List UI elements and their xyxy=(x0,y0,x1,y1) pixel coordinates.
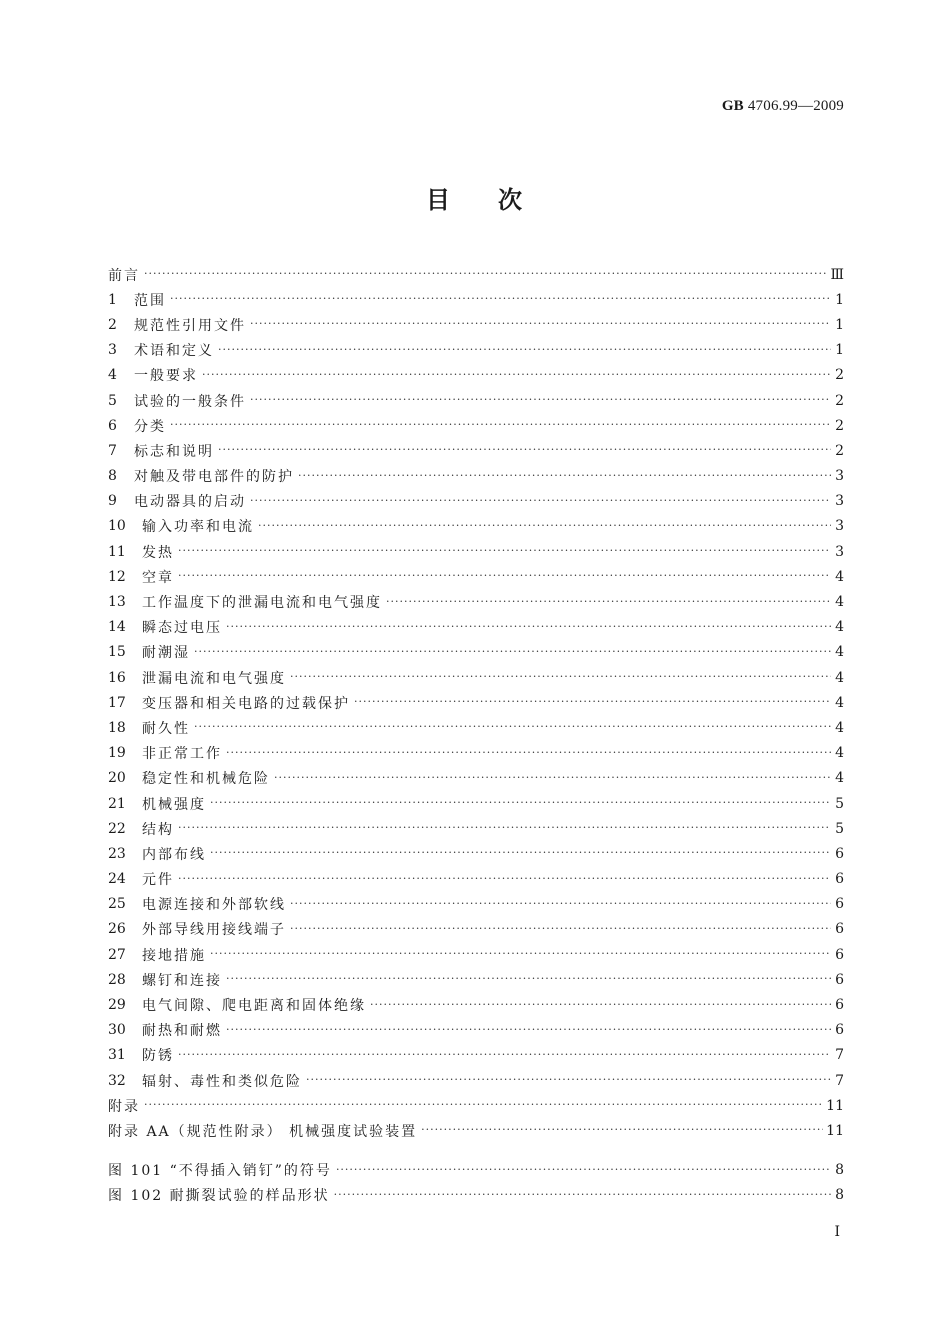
toc-entry-number: 7 xyxy=(108,442,117,459)
dot-leader xyxy=(306,1073,831,1086)
toc-entry-number: 16 xyxy=(108,669,126,686)
toc-entry-number: 26 xyxy=(108,921,126,938)
toc-entry[interactable] xyxy=(108,1043,844,1068)
toc-entry-number: 11 xyxy=(108,543,126,560)
figure-entry-page: 8 xyxy=(835,1187,844,1204)
dot-leader xyxy=(178,821,831,834)
dot-leader xyxy=(226,746,831,759)
toc-entry-title: 前言 xyxy=(108,267,140,284)
toc-entry-title: 防锈 xyxy=(142,1048,174,1065)
toc-entry[interactable] xyxy=(108,413,844,438)
toc-entry[interactable] xyxy=(108,262,844,287)
toc-entry[interactable] xyxy=(108,539,844,564)
toc-entry-number: 29 xyxy=(108,997,126,1014)
toc-entry-title: 机械强度 xyxy=(142,796,206,813)
toc-entry[interactable] xyxy=(108,917,844,942)
toc-entry-title: 结构 xyxy=(142,821,174,838)
toc-entry-number: 23 xyxy=(108,845,126,862)
toc-entry[interactable] xyxy=(108,489,844,514)
toc-entry-title: 分类 xyxy=(134,418,166,435)
toc-entry-title: 规范性引用文件 xyxy=(134,317,246,334)
toc-entry[interactable] xyxy=(108,741,844,766)
figure-entry-title: 图 102 耐撕裂试验的样品形状 xyxy=(108,1188,330,1205)
toc-entry-page: 4 xyxy=(835,644,844,661)
title-char-2: 次 xyxy=(498,186,524,214)
toc-entry-number: 9 xyxy=(108,493,117,510)
dot-leader xyxy=(194,645,831,658)
toc-entry[interactable] xyxy=(108,715,844,740)
toc-entry-number: 19 xyxy=(108,745,126,762)
toc-entry-page: 3 xyxy=(835,468,844,485)
toc-entry[interactable] xyxy=(108,841,844,866)
toc-entry-number: 1 xyxy=(108,291,117,308)
toc-entry[interactable] xyxy=(108,1018,844,1043)
standard-number xyxy=(722,98,844,115)
title-char-1: 目 xyxy=(426,186,452,214)
dot-leader xyxy=(421,1123,823,1136)
toc-entry-number: 27 xyxy=(108,946,126,963)
toc-entry-page: 1 xyxy=(835,316,844,333)
dot-leader xyxy=(202,368,831,381)
toc-entry[interactable] xyxy=(108,690,844,715)
dot-leader xyxy=(298,469,831,482)
toc-entry[interactable] xyxy=(108,867,844,892)
dot-leader xyxy=(274,771,831,784)
dot-leader xyxy=(226,620,831,633)
toc-entry-page: 4 xyxy=(835,619,844,636)
toc-entry-page: 3 xyxy=(835,518,844,535)
toc-entry-number: 14 xyxy=(108,619,126,636)
dot-leader xyxy=(210,947,831,960)
dot-leader xyxy=(250,393,831,406)
dot-leader xyxy=(178,544,831,557)
toc-entry-page: 4 xyxy=(835,719,844,736)
toc-entry-number: 13 xyxy=(108,594,126,611)
toc-entry-number: 2 xyxy=(108,316,117,333)
toc-entry-title: 附录 AA（规范性附录） 机械强度试验装置 xyxy=(108,1123,418,1140)
toc-entry-title: 范围 xyxy=(134,292,166,309)
toc-entry-title: 非正常工作 xyxy=(142,746,222,763)
dot-leader xyxy=(194,720,831,733)
toc-entry-title: 螺钉和连接 xyxy=(142,972,222,989)
toc-entry-page: 2 xyxy=(835,367,844,384)
toc-entry-number: 18 xyxy=(108,719,126,736)
toc-entry-title: 附录 xyxy=(108,1098,140,1115)
toc-entry[interactable] xyxy=(108,992,844,1017)
toc-entry-page: 4 xyxy=(835,669,844,686)
dot-leader xyxy=(386,595,831,608)
toc-entry[interactable] xyxy=(108,816,844,841)
toc-entry[interactable] xyxy=(108,766,844,791)
toc-entry-page: 6 xyxy=(835,896,844,913)
toc-entry-number: 12 xyxy=(108,568,126,585)
toc-entry[interactable] xyxy=(108,791,844,816)
toc-entry[interactable] xyxy=(108,287,844,312)
toc-entry-title: 输入功率和电流 xyxy=(142,519,254,536)
toc-entry[interactable] xyxy=(108,942,844,967)
dot-leader xyxy=(178,1048,831,1061)
toc-entry-page: 11 xyxy=(826,1097,844,1114)
toc-entry-title: 空章 xyxy=(142,569,174,586)
toc-entry[interactable] xyxy=(108,514,844,539)
dot-leader xyxy=(226,972,831,985)
toc-entry[interactable] xyxy=(108,1118,844,1143)
toc-entry-page: 2 xyxy=(835,417,844,434)
toc-entry-number: 21 xyxy=(108,795,126,812)
toc-entry-page: 4 xyxy=(835,770,844,787)
toc-entry[interactable] xyxy=(108,363,844,388)
toc-entry-number: 22 xyxy=(108,820,126,837)
toc-entry[interactable] xyxy=(108,665,844,690)
toc-entry[interactable] xyxy=(108,967,844,992)
dot-leader xyxy=(170,418,831,431)
toc-entry-page: 6 xyxy=(835,997,844,1014)
toc-entry-page: 7 xyxy=(835,1072,844,1089)
toc-entry-title: 工作温度下的泄漏电流和电气强度 xyxy=(142,595,382,612)
toc-entry-title: 术语和定义 xyxy=(134,343,214,360)
toc-entry-title: 耐潮湿 xyxy=(142,645,190,662)
toc-entry-page: 6 xyxy=(835,1022,844,1039)
toc-entry-number: 24 xyxy=(108,871,126,888)
toc-entry-number: 30 xyxy=(108,1022,126,1039)
toc-entry-title: 耐久性 xyxy=(142,720,190,737)
toc-entry-number: 31 xyxy=(108,1047,126,1064)
toc-entry-number: 10 xyxy=(108,518,126,535)
dot-leader xyxy=(226,1023,831,1036)
figure-entry[interactable] xyxy=(108,1183,844,1208)
toc-entry-title: 一般要求 xyxy=(134,368,198,385)
toc-entry-number: 20 xyxy=(108,770,126,787)
figure-entry-page: 8 xyxy=(835,1162,844,1179)
toc-entry-title: 外部导线用接线端子 xyxy=(142,922,286,939)
dot-leader xyxy=(210,846,831,859)
dot-leader xyxy=(334,1188,831,1201)
toc-entry-title: 元件 xyxy=(142,872,174,889)
toc-entry-page: 6 xyxy=(835,871,844,888)
toc-entry-title: 电动器具的启动 xyxy=(134,494,246,511)
toc-entry-title: 发热 xyxy=(142,544,174,561)
toc-entry-number: 8 xyxy=(108,468,117,485)
dot-leader xyxy=(290,670,831,683)
toc-entry-number: 28 xyxy=(108,971,126,988)
dot-leader xyxy=(354,695,831,708)
toc-entry[interactable] xyxy=(108,615,844,640)
toc-entry-page: 11 xyxy=(826,1122,844,1139)
toc-entry-page: Ⅲ xyxy=(830,266,844,283)
toc-entry-page: 6 xyxy=(835,971,844,988)
section-spacer xyxy=(108,1144,844,1158)
toc-entry[interactable] xyxy=(108,640,844,665)
toc-entry[interactable] xyxy=(108,564,844,589)
toc-entry-title: 稳定性和机械危险 xyxy=(142,771,270,788)
toc-entry-title: 电气间隙、爬电距离和固体绝缘 xyxy=(142,998,366,1015)
dot-leader xyxy=(336,1163,831,1176)
dot-leader xyxy=(370,998,831,1011)
dot-leader xyxy=(218,343,831,356)
dot-leader xyxy=(258,519,831,532)
toc-entry[interactable] xyxy=(108,1068,844,1093)
table-of-contents xyxy=(108,262,844,1208)
toc-entry-title: 内部布线 xyxy=(142,846,206,863)
toc-entry-number: 3 xyxy=(108,342,117,359)
dot-leader xyxy=(178,872,831,885)
dot-leader xyxy=(170,292,831,305)
toc-entry-page: 5 xyxy=(835,820,844,837)
toc-entry-number: 4 xyxy=(108,367,117,384)
dot-leader xyxy=(250,494,831,507)
dot-leader xyxy=(290,922,831,935)
toc-entry-page: 4 xyxy=(835,594,844,611)
dot-leader xyxy=(178,569,831,582)
toc-entry-title: 变压器和相关电路的过载保护 xyxy=(142,695,350,712)
toc-entry-page: 4 xyxy=(835,694,844,711)
toc-entry-number: 25 xyxy=(108,896,126,913)
figure-entry[interactable] xyxy=(108,1158,844,1183)
toc-entry-page: 4 xyxy=(835,745,844,762)
figure-entry-title: 图 101 “不得插入销钉”的符号 xyxy=(108,1163,332,1180)
toc-entry[interactable] xyxy=(108,892,844,917)
standard-prefix: GB xyxy=(721,98,744,114)
toc-entry-title: 瞬态过电压 xyxy=(142,620,222,637)
toc-entry-title: 标志和说明 xyxy=(134,443,214,460)
page-title xyxy=(0,180,950,215)
toc-entry-title: 泄漏电流和电气强度 xyxy=(142,670,286,687)
toc-entry-number: 15 xyxy=(108,644,126,661)
toc-entry-page: 3 xyxy=(835,543,844,560)
toc-entry[interactable] xyxy=(108,438,844,463)
toc-entry[interactable] xyxy=(108,1093,844,1118)
toc-entry-number: 6 xyxy=(108,417,117,434)
toc-entry-page: 3 xyxy=(835,493,844,510)
toc-entry-number: 17 xyxy=(108,694,126,711)
toc-entry-title: 耐热和耐燃 xyxy=(142,1023,222,1040)
toc-entry-title: 电源连接和外部软线 xyxy=(142,897,286,914)
toc-entry[interactable] xyxy=(108,388,844,413)
toc-entry-page: 2 xyxy=(835,392,844,409)
toc-entry-page: 7 xyxy=(835,1047,844,1064)
dot-leader xyxy=(210,796,831,809)
toc-entry[interactable] xyxy=(108,589,844,614)
toc-entry-title: 对触及带电部件的防护 xyxy=(134,469,294,486)
dot-leader xyxy=(250,317,831,330)
toc-entry[interactable] xyxy=(108,464,844,489)
toc-entry-title: 接地措施 xyxy=(142,947,206,964)
toc-entry-page: 1 xyxy=(835,342,844,359)
toc-entry-page: 6 xyxy=(835,845,844,862)
toc-entry-page: 4 xyxy=(835,568,844,585)
toc-entry-title: 辐射、毒性和类似危险 xyxy=(142,1073,302,1090)
toc-entry-number: 5 xyxy=(108,392,117,409)
page-folio: I xyxy=(834,1224,840,1240)
toc-entry-title: 试验的一般条件 xyxy=(134,393,246,410)
toc-entry-page: 1 xyxy=(835,291,844,308)
toc-entry-page: 6 xyxy=(835,946,844,963)
toc-entry-page: 2 xyxy=(835,442,844,459)
standard-code: 4706.99—2009 xyxy=(747,98,844,114)
toc-entry[interactable] xyxy=(108,338,844,363)
dot-leader xyxy=(218,443,831,456)
toc-entry-page: 6 xyxy=(835,921,844,938)
dot-leader xyxy=(290,897,831,910)
toc-entry-page: 5 xyxy=(835,795,844,812)
dot-leader xyxy=(144,1098,823,1111)
toc-entry-number: 32 xyxy=(108,1072,126,1089)
dot-leader xyxy=(144,267,827,280)
toc-entry[interactable] xyxy=(108,312,844,337)
